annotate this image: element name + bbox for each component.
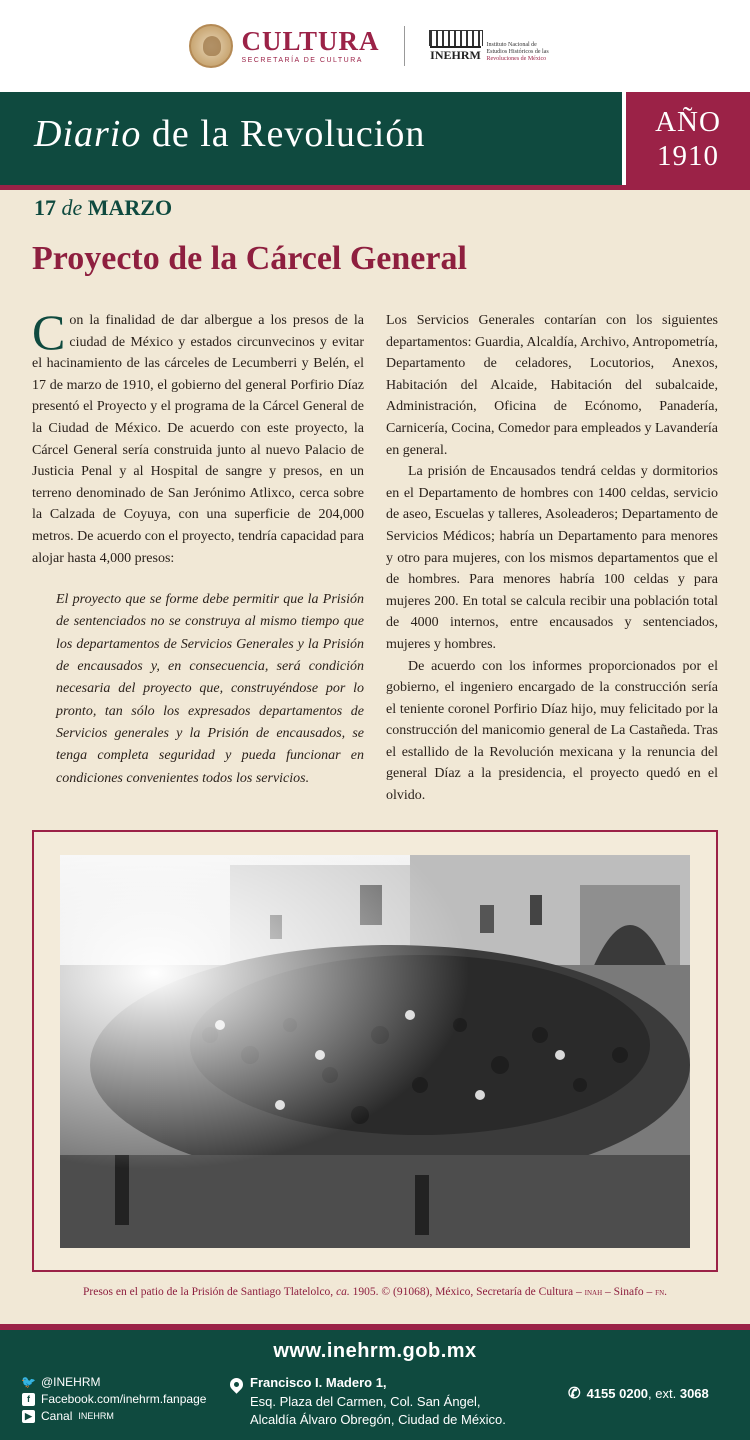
article-date: 17 de MARZO (34, 195, 173, 220)
year-label: AÑO (655, 105, 721, 138)
page-title: Diario de la Revolución (34, 113, 426, 155)
right-column (386, 310, 718, 807)
phone-icon: ✆ (568, 1385, 581, 1402)
location-pin-icon (227, 1375, 245, 1393)
left-column (32, 304, 364, 790)
photo-caption: Presos en el patio de la Prisión de Santiago Tlatelolco, ca. 1905. © (91068), México, Secretaría de Cultura – inah – Sinafo – fn. (83, 1286, 667, 1298)
youtube-link[interactable]: ▶ Canal INEHRM (22, 1408, 206, 1425)
logo-divider (404, 26, 405, 66)
year-box (622, 92, 750, 185)
inehrm-building-icon (429, 30, 483, 46)
address-line-3: Alcaldía Álvaro Obregón, Ciudad de México. (250, 1412, 506, 1427)
paragraph-services: Los Servicios Generales contarían con los siguientes departamentos: Guardia, Alcaldía, Archivo, Antropometría, Departamento de celadores, Locutorios, Anexos, Habitación del Alcaide, Habitación del subalcaide, Administración, Oficina de Ecónomo, Panadería, Carnicería, Cocina, Comedor para empleados y Lavandería en general. (386, 313, 719, 458)
phone-number[interactable]: ✆ 4155 0200, ext. 3068 (568, 1385, 709, 1402)
inehrm-logo[interactable] (429, 30, 561, 63)
cultura-title: CULTURA (241, 26, 380, 56)
paragraph-prison: La prisión de Encausados tendrá celdas y dormitorios en el Departamento de hombres con 1400 celdas, servicio de aseo, Escuelas y talleres, Asoleaderos; Departamento de Servicios Médicos; habría un Departamento para menores y otro para mujeres, con los mismos departamentos que el de hombres. Para menores habría 100 celdas y para mujeres 200. En total se calcula recibir una población total de 4000 internos, entre encausados y sentenciados, mujeres y hombres. (386, 464, 718, 652)
twitter-link[interactable]: 🐦 @INEHRM (21, 1375, 101, 1389)
block-quote: El proyecto que se forme debe permitir que la Prisión de sentenciados no se construya al mismo tiempo que los departamentos de Servicios Generales y la Prisión de encausados y, en consecuencia, será condición necesaria del proyecto que, construyéndose por lo pronto, tan sólo los expresados departamentos de Servicios generales y la Prisión de encausados, se tenga completa seguridad y pueda funcionar en condiciones convenientes todos los servicios. (56, 592, 364, 786)
footer (0, 1330, 750, 1440)
historical-photo (60, 855, 690, 1248)
cultura-logo[interactable] (189, 24, 379, 68)
facebook-icon: f (22, 1393, 35, 1406)
intro-paragraph: Con la finalidad de dar albergue a los presos de la ciudad de México y estados circunvecinos y evitar el hacinamiento de las cárceles de Lecumberri y Belén, el 17 de marzo de 1910, el gobierno del general Porfirio Díaz presentó el Proyecto y el programa de la Cárcel General de la Ciudad de México. De acuerdo con este proyecto, la Cárcel General sería construida junto al nuevo Palacio de Justicia Penal y al Hospital de sangre y presos, en un terreno denominado de San Jerónimo Atlixco, cerca sobre la Calzada de Coyuya, con una superficie de 204,000 metros. De acuerdo con el proyecto, tendría capacidad para alojar hasta 4,000 presos: (32, 304, 364, 566)
facebook-link[interactable]: f Facebook.com/inehrm.fanpage (22, 1391, 206, 1408)
drop-cap: C (32, 304, 66, 360)
address-line-2: Esq. Plaza del Carmen, Col. San Ángel, (250, 1393, 481, 1409)
logo-bar (0, 0, 750, 92)
address (250, 1374, 506, 1430)
cultura-subtitle: SECRETARÍA DE CULTURA (241, 57, 363, 64)
paragraph-engineer: De acuerdo con los informes proporcionados por el gobierno, el ingeniero encargado de la construcción sería el teniente coronel Porfirio Díaz hijo, muy felicitado por la construcción del manicomio general de La Castañeda. Tras el estallido de la Revolución mexicana y la renuncia del general Díaz a la presidencia, el proyecto quedó en el olvido. (386, 658, 718, 804)
inehrm-name: INEHRM (430, 47, 481, 62)
inehrm-description: Instituto Nacional de Estudios Históricos de las Revoluciones de México (486, 41, 549, 62)
youtube-icon: ▶ (22, 1410, 35, 1423)
government-seal-icon (189, 24, 233, 68)
year-value: 1910 (657, 139, 719, 172)
header-stripe (0, 185, 750, 190)
website-link[interactable]: www.inehrm.gob.mx (273, 1340, 477, 1362)
article-title: Proyecto de la Cárcel General (32, 240, 467, 277)
social-links (22, 1374, 206, 1425)
twitter-icon: 🐦 (21, 1375, 36, 1389)
address-street: Francisco I. Madero 1, (250, 1375, 387, 1390)
